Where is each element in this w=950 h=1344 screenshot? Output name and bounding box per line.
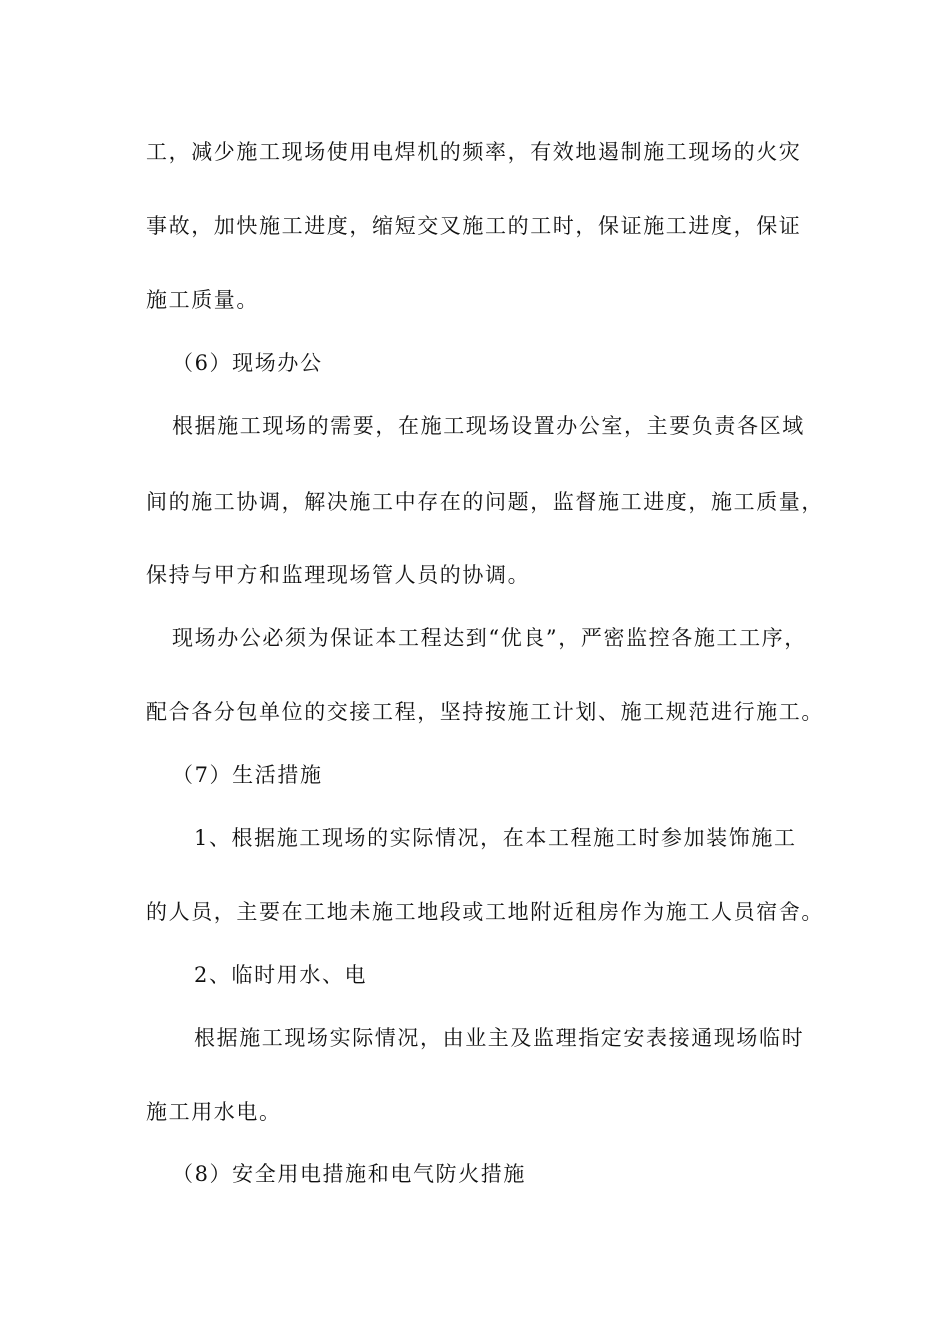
body-text-line: 根据施工现场实际情况，由业主及监理指定安表接通现场临时 (194, 1026, 805, 1050)
body-text-line: 事故，加快施工进度，缩短交叉施工的工时，保证施工进度，保证 (146, 214, 802, 238)
body-text-line: 现场办公必须为保证本工程达到“优良”，严密监控各施工工序， (172, 626, 807, 650)
section-heading: （6）现场办公 (172, 351, 323, 375)
body-text-line: 施工质量。 (146, 288, 259, 312)
body-text-line: 施工用水电。 (146, 1100, 282, 1124)
body-text-line: 工，减少施工现场使用电焊机的频率，有效地遏制施工现场的火灾 (146, 140, 802, 164)
body-text-line: 根据施工现场的需要，在施工现场设置办公室，主要负责各区域 (172, 414, 805, 438)
body-text-line: 保持与甲方和监理现场管人员的协调。 (146, 563, 531, 587)
subsection-heading: 2、临时用水、电 (194, 963, 368, 987)
section-heading: （8）安全用电措施和电气防火措施 (172, 1162, 526, 1186)
body-text-line: 的人员，主要在工地未施工地段或工地附近租房作为施工人员宿舍。 (146, 900, 824, 924)
section-heading: （7）生活措施 (172, 763, 323, 787)
body-text-line: 配合各分包单位的交接工程，坚持按施工计划、施工规范进行施工。 (146, 700, 824, 724)
body-text-line: 1、根据施工现场的实际情况，在本工程施工时参加装饰施工 (194, 826, 797, 850)
body-text-line: 间的施工协调，解决施工中存在的问题，监督施工进度，施工质量， (146, 490, 824, 514)
